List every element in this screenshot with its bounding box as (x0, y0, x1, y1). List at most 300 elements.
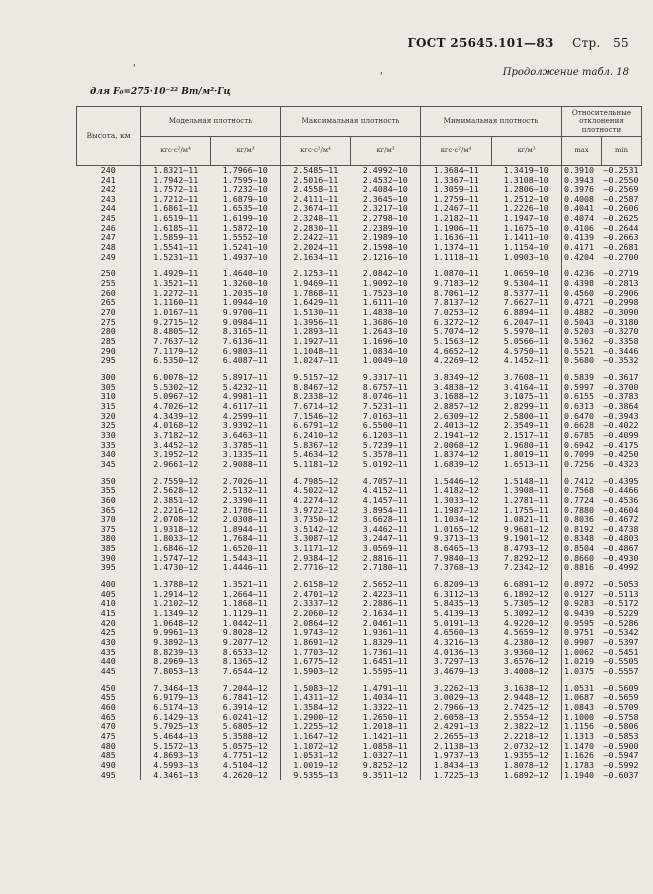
value-cell: 7.6627—11 (503, 297, 549, 308)
value-cell: 1.1940 (562, 771, 602, 781)
value-cell: 3.9722—12 (281, 506, 351, 516)
value-cell: —0.2550 (603, 174, 639, 185)
value-cell: 1.6879—10 (222, 193, 268, 204)
table-body (77, 165, 642, 780)
value-cell: 2.0708—12 (141, 515, 211, 525)
value-cell: 1.3788—12 (141, 580, 211, 590)
value-cell: 1.3033—12 (421, 496, 492, 506)
value-cell: 2.1941—12 (421, 431, 492, 441)
value-cell: 2.7180—11 (362, 562, 408, 573)
height-cell: 240 (100, 164, 116, 175)
value-cell: 4.2269—12 (421, 356, 492, 366)
value-cell: 1.2650—11 (362, 711, 408, 722)
height-cell: 460 (100, 701, 116, 712)
value-cell: 0.6155 (562, 392, 602, 402)
value-cell: 2.0068—12 (421, 441, 492, 451)
value-cell: 4.1452—11 (503, 355, 549, 366)
value-cell: 2.8816—11 (362, 552, 408, 563)
height-cell: 249 (100, 251, 116, 262)
value-cell: 9.0984—11 (222, 316, 268, 327)
table-row (77, 356, 642, 366)
height-cell: 246 (100, 222, 116, 233)
value-cell: 1.3521—11 (141, 279, 211, 289)
value-cell: 1.2900—12 (281, 713, 351, 723)
value-cell: 7.6714—12 (281, 402, 351, 412)
value-cell: 9.7183—12 (421, 279, 492, 289)
unit-kg-header: кг/м³ (211, 136, 281, 165)
value-cell: —0.2644 (603, 222, 639, 233)
value-cell: 1.5148—11 (503, 475, 549, 486)
value-cell: 2.4558—11 (281, 185, 351, 195)
value-cell: 3.4838—12 (421, 383, 492, 393)
value-cell: 1.4446—11 (222, 562, 268, 573)
height-cell: 243 (100, 193, 116, 204)
value-cell: 9.9700—11 (222, 307, 268, 318)
value-cell: 1.3686—10 (362, 316, 408, 327)
value-cell: 9.5355—13 (281, 771, 351, 781)
table-row (77, 460, 642, 470)
value-cell: 0.3943 (562, 176, 602, 186)
value-cell: 1.3260—10 (222, 278, 268, 289)
page-label: Стр. (572, 36, 601, 50)
value-cell: 2.8857—12 (421, 402, 492, 412)
value-cell: 8.0746—11 (362, 391, 408, 402)
value-cell: 7.6544—12 (222, 666, 268, 676)
value-cell: 2.2422—11 (281, 233, 351, 243)
value-cell: —0.3783 (603, 391, 639, 402)
value-cell: 2.1138—13 (421, 742, 492, 752)
value-cell: 1.6199—10 (222, 213, 268, 224)
value-cell: 9.9961—13 (141, 628, 211, 638)
value-cell: 0.4041 (562, 204, 602, 214)
value-cell: 1.0062 (562, 648, 602, 658)
value-cell: 2.4291—13 (421, 722, 492, 732)
height-cell: 420 (100, 617, 116, 628)
value-cell: 5.8435—13 (421, 599, 492, 609)
height-cell: 350 (100, 475, 116, 486)
value-cell: 4.2380—12 (503, 637, 549, 648)
value-cell: 8.6757—11 (362, 381, 408, 392)
height-header: Высота, км (77, 107, 141, 166)
value-cell: 1.7523—10 (362, 287, 408, 298)
value-cell: 2.9384—12 (281, 554, 351, 564)
value-cell: 1.0165—12 (421, 525, 492, 535)
value-cell: —0.5557 (603, 666, 639, 676)
value-cell: 7.8137—12 (421, 298, 492, 308)
value-cell: 9.2077—12 (222, 637, 268, 648)
value-cell: 1.1349—12 (141, 609, 211, 619)
value-cell: 2.2830—11 (281, 224, 351, 234)
value-cell: 1.3584—12 (281, 703, 351, 713)
value-cell: —0.4022 (603, 420, 639, 431)
height-cell: 470 (100, 721, 116, 732)
value-cell: 1.7361—11 (362, 646, 408, 657)
value-cell: —0.4250 (603, 449, 639, 460)
value-cell: 3.4008—12 (503, 666, 549, 676)
value-cell: 2.1786—11 (222, 504, 268, 515)
value-cell: 3.4679—13 (421, 667, 492, 677)
height-cell: 320 (100, 410, 116, 421)
value-cell: 4.8693—13 (141, 751, 211, 761)
value-cell: 2.0732—12 (503, 740, 549, 751)
value-cell: 9.3511—12 (362, 769, 408, 780)
value-cell: 1.1034—12 (421, 515, 492, 525)
height-cell: 300 (100, 371, 116, 382)
value-cell: 2.3337—12 (281, 599, 351, 609)
value-cell: 2.3248—11 (281, 214, 351, 224)
unit-max-header: max (562, 136, 602, 165)
value-cell: 7.7637—12 (141, 337, 211, 347)
value-cell: 1.8434—13 (421, 761, 492, 771)
value-cell: 0.6628 (562, 421, 602, 431)
value-cell: 6.8209—13 (421, 580, 492, 590)
value-cell: —0.4803 (603, 533, 639, 544)
value-cell: 4.2274—12 (281, 496, 351, 506)
height-cell: 410 (100, 598, 116, 609)
value-cell: 2.3851—12 (141, 496, 211, 506)
value-cell: 1.6519—11 (141, 214, 211, 224)
height-cell: 400 (100, 579, 116, 590)
value-cell: 1.1048—11 (281, 347, 351, 357)
value-cell: 0.5680 (562, 356, 602, 366)
value-cell: 5.4634—12 (281, 450, 351, 460)
model-density-header: Модельная плотность (141, 107, 281, 137)
value-cell: 5.3092—12 (503, 608, 549, 619)
value-cell: 8.6465—13 (421, 544, 492, 554)
value-cell: —0.2625 (603, 213, 639, 224)
value-cell: 1.1421—11 (362, 730, 408, 741)
value-cell: 1.8944—11 (222, 523, 268, 534)
value-cell: 5.7074—12 (421, 327, 492, 337)
value-cell: —0.5229 (603, 608, 639, 619)
value-cell: 0.4560 (562, 289, 602, 299)
value-cell: 7.0163—11 (362, 410, 408, 421)
height-cell: 325 (100, 420, 116, 431)
value-cell: 6.3272—12 (421, 318, 492, 328)
value-cell: 1.2226—10 (503, 203, 549, 214)
value-cell: 0.5203 (562, 327, 602, 337)
value-cell: —0.5806 (603, 721, 639, 732)
value-cell: 3.1075—11 (503, 391, 549, 402)
value-cell: 5.3578—11 (362, 449, 408, 460)
value-cell: 2.6309—12 (421, 412, 492, 422)
value-cell: 1.0531—12 (281, 751, 351, 761)
value-cell: —0.5853 (603, 730, 639, 741)
value-cell: 0.7412 (562, 477, 602, 487)
value-cell: 1.2806—10 (503, 184, 549, 195)
value-cell: 2.3645—10 (362, 193, 408, 204)
value-cell: —0.5172 (603, 598, 639, 609)
value-cell: —0.2813 (603, 278, 639, 289)
value-cell: 6.3914—12 (222, 701, 268, 712)
value-cell: 2.7425—12 (503, 701, 549, 712)
density-table (76, 106, 642, 780)
height-cell: 385 (100, 543, 116, 554)
value-cell: 8.2969—13 (141, 657, 211, 667)
value-cell: 5.6805—12 (222, 721, 268, 732)
value-cell: —0.3446 (603, 345, 639, 356)
value-cell: 1.4640—10 (222, 268, 268, 279)
value-cell: 1.0327—11 (362, 750, 408, 761)
value-cell: 4.3461—13 (141, 771, 211, 781)
value-cell: 1.6111—10 (362, 297, 408, 308)
value-cell: 4.5993—13 (141, 761, 211, 771)
value-cell: 1.6429—11 (281, 298, 351, 308)
value-cell: 2.7026—11 (222, 475, 268, 486)
height-cell: 395 (100, 562, 116, 573)
unit-min-header: min (602, 136, 642, 165)
value-cell: 5.4232—11 (222, 381, 268, 392)
value-cell: 1.7232—10 (222, 184, 268, 195)
value-cell: —0.2569 (603, 184, 639, 195)
value-cell: 0.4882 (562, 308, 602, 318)
value-cell: 6.1892—12 (503, 588, 549, 599)
value-cell: 1.1636—11 (421, 233, 492, 243)
value-cell: 4.5022—12 (281, 486, 351, 496)
value-cell: 1.1313 (562, 732, 602, 742)
value-cell: 1.6451—11 (362, 656, 408, 667)
value-cell: 1.5130—11 (281, 308, 351, 318)
value-cell: 7.5231—11 (362, 400, 408, 411)
value-cell: 7.1546—12 (281, 412, 351, 422)
value-cell: 2.9448—12 (503, 692, 549, 703)
value-cell: 4.3216—13 (421, 638, 492, 648)
value-cell: 1.5231—11 (141, 253, 211, 263)
value-cell: 4.1457—11 (362, 494, 408, 505)
value-cell: 4.7985—12 (281, 477, 351, 487)
value-cell: 8.2338—12 (281, 392, 351, 402)
value-cell: 0.4106 (562, 224, 602, 234)
value-cell: —0.5397 (603, 637, 639, 648)
value-cell: 6.9179—13 (141, 693, 211, 703)
value-cell: 1.2643—10 (362, 326, 408, 337)
value-cell: 1.1626 (562, 751, 602, 761)
value-cell: 2.5132—11 (222, 485, 268, 496)
value-cell: —0.5451 (603, 646, 639, 657)
height-cell: 360 (100, 494, 116, 505)
value-cell: 1.6892—12 (503, 769, 549, 780)
unit-kgc-header: кгс·с²/м⁴ (141, 136, 211, 165)
value-cell: 3.6463—11 (222, 429, 268, 440)
value-cell: 8.3165—11 (222, 326, 268, 337)
value-cell: 0.7724 (562, 496, 602, 506)
condition-label: для F₀=275·10⁻²² Вт/м²·Гц (90, 87, 231, 97)
value-cell: 4.0136—13 (421, 648, 492, 658)
value-cell: —0.4099 (603, 429, 639, 440)
value-cell: 1.0167—11 (141, 308, 211, 318)
height-cell: 247 (100, 232, 116, 243)
value-cell: 0.4074 (562, 214, 602, 224)
value-cell: 9.8252—12 (362, 759, 408, 770)
value-cell: 1.0019—12 (281, 761, 351, 771)
value-cell: 2.2060—12 (281, 609, 351, 619)
table-row (77, 563, 642, 573)
value-cell: 6.2047—11 (503, 316, 549, 327)
height-cell: 485 (100, 750, 116, 761)
value-cell: 1.1868—11 (222, 598, 268, 609)
value-cell: 2.0864—12 (281, 619, 351, 629)
value-cell: 2.6158—12 (281, 580, 351, 590)
value-cell: 8.1365—12 (222, 656, 268, 667)
value-cell: 0.4139 (562, 233, 602, 243)
height-cell: 285 (100, 336, 116, 346)
value-cell: 1.1647—12 (281, 732, 351, 742)
value-cell: —0.2719 (603, 268, 639, 279)
value-cell: 4.7057—11 (362, 475, 408, 486)
value-cell: 1.0049—10 (362, 355, 408, 366)
value-cell: 0.9751 (562, 628, 602, 638)
value-cell: 1.0858—11 (362, 740, 408, 751)
height-cell: 450 (100, 682, 116, 693)
value-cell: 4.9220—12 (503, 617, 549, 628)
value-cell: 5.0575—12 (222, 740, 268, 751)
value-cell: 3.7608—11 (503, 371, 549, 382)
value-cell: 0.6942 (562, 441, 602, 451)
value-cell: 1.4791—11 (362, 682, 408, 693)
value-cell: 2.4084—10 (362, 184, 408, 195)
value-cell: 1.4730—12 (141, 563, 211, 573)
height-cell: 305 (100, 381, 116, 392)
value-cell: 7.2044—12 (222, 682, 268, 693)
value-cell: —0.3270 (603, 326, 639, 337)
value-cell: 1.5552—10 (222, 232, 268, 243)
value-cell: 1.3521—11 (222, 579, 268, 590)
value-cell: 2.2024—11 (281, 243, 351, 253)
value-cell: 1.1755—11 (503, 504, 549, 515)
value-cell: 3.1171—12 (281, 544, 351, 554)
value-cell: 1.1927—11 (281, 337, 351, 347)
value-cell: 0.9127 (562, 590, 602, 600)
value-cell: —0.3864 (603, 400, 639, 411)
value-cell: 1.2182—11 (421, 214, 492, 224)
value-cell: 8.6533—12 (222, 646, 268, 657)
height-cell: 250 (100, 268, 116, 279)
height-cell: 445 (100, 666, 116, 676)
value-cell: 1.2272—11 (141, 289, 211, 299)
value-cell: 2.3549—11 (503, 420, 549, 431)
value-cell: —0.4466 (603, 485, 639, 496)
height-cell: 495 (100, 769, 116, 780)
value-cell: —0.5900 (603, 740, 639, 751)
value-cell: 2.2655—13 (421, 732, 492, 742)
value-cell: 5.1181—12 (281, 460, 351, 470)
value-cell: 5.7925—13 (141, 722, 211, 732)
value-cell: 5.7305—12 (503, 598, 549, 609)
value-cell: —0.5342 (603, 627, 639, 638)
value-cell: 0.3976 (562, 185, 602, 195)
value-cell: 9.9681—12 (503, 523, 549, 534)
value-cell: 5.8917—11 (222, 371, 268, 382)
margin-mark: ' (133, 64, 136, 74)
value-cell: 2.2216—12 (141, 506, 211, 516)
value-cell: 6.0078—12 (141, 373, 211, 383)
value-cell: 1.2914—12 (141, 590, 211, 600)
value-cell: 0.4236 (562, 269, 602, 279)
value-cell: —0.4867 (603, 543, 639, 554)
height-cell: 355 (100, 485, 116, 496)
value-cell: 1.7684—11 (222, 533, 268, 544)
value-cell: 1.7942—11 (141, 176, 211, 186)
value-cell: —0.2700 (603, 251, 639, 262)
value-cell: 2.0308—11 (222, 514, 268, 525)
value-cell: 6.1429—13 (141, 713, 211, 723)
value-cell: 6.7841—12 (222, 692, 268, 703)
value-cell: —0.4395 (603, 475, 639, 486)
value-cell: 1.1906—11 (421, 224, 492, 234)
value-cell: 1.0442—11 (222, 617, 268, 628)
unit-kgc-header: кгс·с²/м⁴ (281, 136, 351, 165)
value-cell: 1.8691—12 (281, 638, 351, 648)
value-cell: 2.8299—11 (503, 400, 549, 411)
height-cell: 375 (100, 523, 116, 534)
value-cell: 2.5652—11 (362, 579, 408, 590)
value-cell: 0.3910 (562, 165, 602, 175)
height-cell: 465 (100, 711, 116, 722)
value-cell: —0.5758 (603, 711, 639, 722)
unit-kg-header: кг/м³ (351, 136, 421, 165)
value-cell: 1.6839—12 (421, 460, 492, 470)
value-cell: —0.5053 (603, 579, 639, 590)
unit-kgc-header: кгс·с²/м⁴ (421, 136, 492, 165)
table-row (77, 253, 642, 263)
value-cell: 2.9088—11 (222, 458, 268, 469)
value-cell: 1.9680—11 (503, 439, 549, 450)
value-cell: 1.0903—10 (503, 251, 549, 262)
value-cell: 0.5521 (562, 347, 602, 357)
value-cell: 8.4805—12 (141, 327, 211, 337)
value-cell: 1.6861—11 (141, 204, 211, 214)
value-cell: 4.3439—12 (141, 412, 211, 422)
value-cell: 3.1688—12 (421, 392, 492, 402)
value-cell: 1.0648—12 (141, 619, 211, 629)
value-cell: 1.1470 (562, 742, 602, 752)
value-cell: 9.8028—12 (222, 627, 268, 638)
value-cell: 0.8816 (562, 563, 602, 573)
value-cell: 1.5747—12 (141, 554, 211, 564)
value-cell: 2.5554—12 (503, 711, 549, 722)
unit-kg-header: кг/м³ (492, 136, 562, 165)
value-cell: 1.6513—11 (503, 458, 549, 469)
value-cell: 2.5800—11 (503, 410, 549, 421)
value-cell: 0.9907 (562, 638, 602, 648)
value-cell: 0.8036 (562, 515, 602, 525)
value-cell: 1.5083—12 (281, 684, 351, 694)
value-cell: 3.9360—12 (503, 646, 549, 657)
value-cell: 2.1634—11 (362, 608, 408, 619)
value-cell: 2.6058—13 (421, 713, 492, 723)
value-cell: 2.1634—11 (281, 253, 351, 263)
value-cell: 1.7595—10 (222, 174, 268, 185)
value-cell: 3.7182—12 (141, 431, 211, 441)
value-cell: 6.0241—12 (222, 711, 268, 722)
value-cell: 1.4034—11 (362, 692, 408, 703)
value-cell: 0.6470 (562, 412, 602, 422)
value-cell: —0.5709 (603, 701, 639, 712)
value-cell: 5.0191—13 (421, 619, 492, 629)
height-cell: 265 (100, 297, 116, 308)
value-cell: 6.3112—13 (421, 590, 492, 600)
value-cell: 2.5485—11 (281, 165, 351, 175)
value-cell: —0.5992 (603, 759, 639, 770)
value-cell: 1.1783 (562, 761, 602, 771)
value-cell: —0.5286 (603, 617, 639, 628)
value-cell: 1.8321—11 (141, 165, 211, 175)
value-cell: 2.9661—12 (141, 460, 211, 470)
height-cell: 405 (100, 588, 116, 599)
value-cell: 3.1638—12 (503, 682, 549, 693)
value-cell: 1.0834—10 (362, 345, 408, 356)
value-cell: 2.7559—12 (141, 477, 211, 487)
